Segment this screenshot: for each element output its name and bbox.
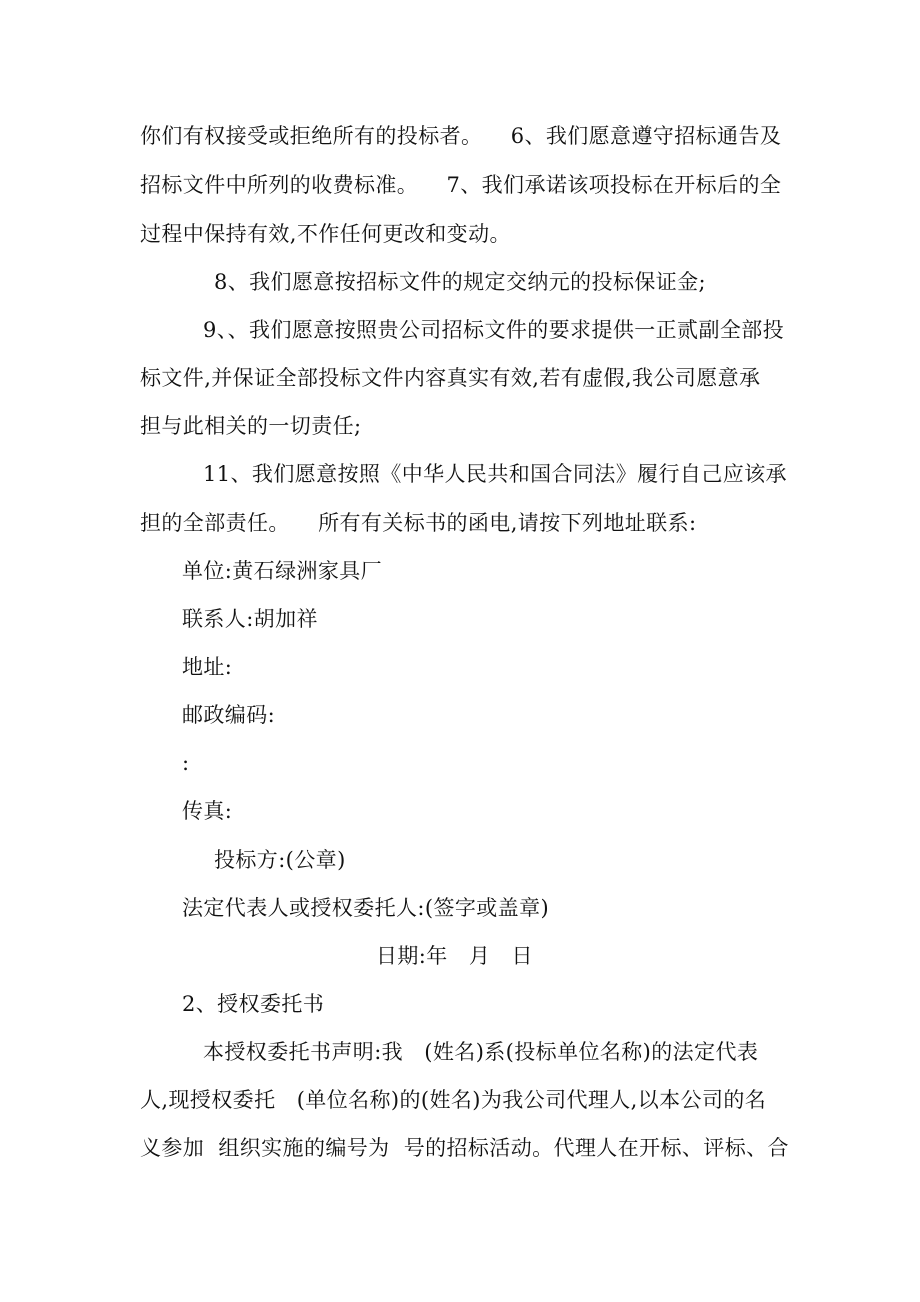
paragraph-line-21: 人,现授权委托 (单位名称)的(姓名)为我公司代理人,以本公司的名 [140,1088,767,1112]
paragraph-line-6: 标文件,并保证全部投标文件内容真实有效,若有虚假,我公司愿意承 [140,366,761,390]
paragraph-line-2: 招标文件中所列的收费标准。 7、我们承诺该项投标在开标后的全 [140,173,782,197]
paragraph-line-7: 担与此相关的一切责任; [140,414,362,438]
paragraph-line-1: 你们有权接受或拒绝所有的投标者。 6、我们愿意遵守招标通告及 [140,124,782,148]
contact-address: 地址: [182,655,233,679]
paragraph-line-3: 过程中保持有效,不作任何更改和变动。 [140,222,511,246]
paragraph-line-22: 义参加 组织实施的编号为 号的招标活动。代理人在开标、评标、合 [140,1136,789,1160]
paragraph-line-4: 8、我们愿意按招标文件的规定交纳元的投标保证金; [214,270,707,294]
paragraph-line-8: 11、我们愿意按照《中华人民共和国合同法》履行自己应该承 [203,462,787,486]
legal-representative: 法定代表人或授权委托人:(签字或盖章) [182,896,550,920]
date-line: 日期:年 月 日 [376,944,533,968]
contact-person: 联系人:胡加祥 [182,607,318,631]
contact-unit: 单位:黄石绿洲家具厂 [182,559,383,583]
bidder-seal: 投标方:(公章) [214,848,346,872]
paragraph-line-5: 9、、我们愿意按照贵公司招标文件的要求提供一正贰副全部投 [203,318,785,342]
paragraph-line-9: 担的全部责任。 所有有关标书的函电,请按下列地址联系: [140,511,697,535]
contact-colon: : [182,751,190,775]
section-heading: 2、授权委托书 [182,992,325,1016]
contact-fax: 传真: [182,799,233,823]
paragraph-line-20: 本授权委托书声明:我 (姓名)系(投标单位名称)的法定代表 [203,1040,759,1064]
contact-postcode: 邮政编码: [182,703,276,727]
